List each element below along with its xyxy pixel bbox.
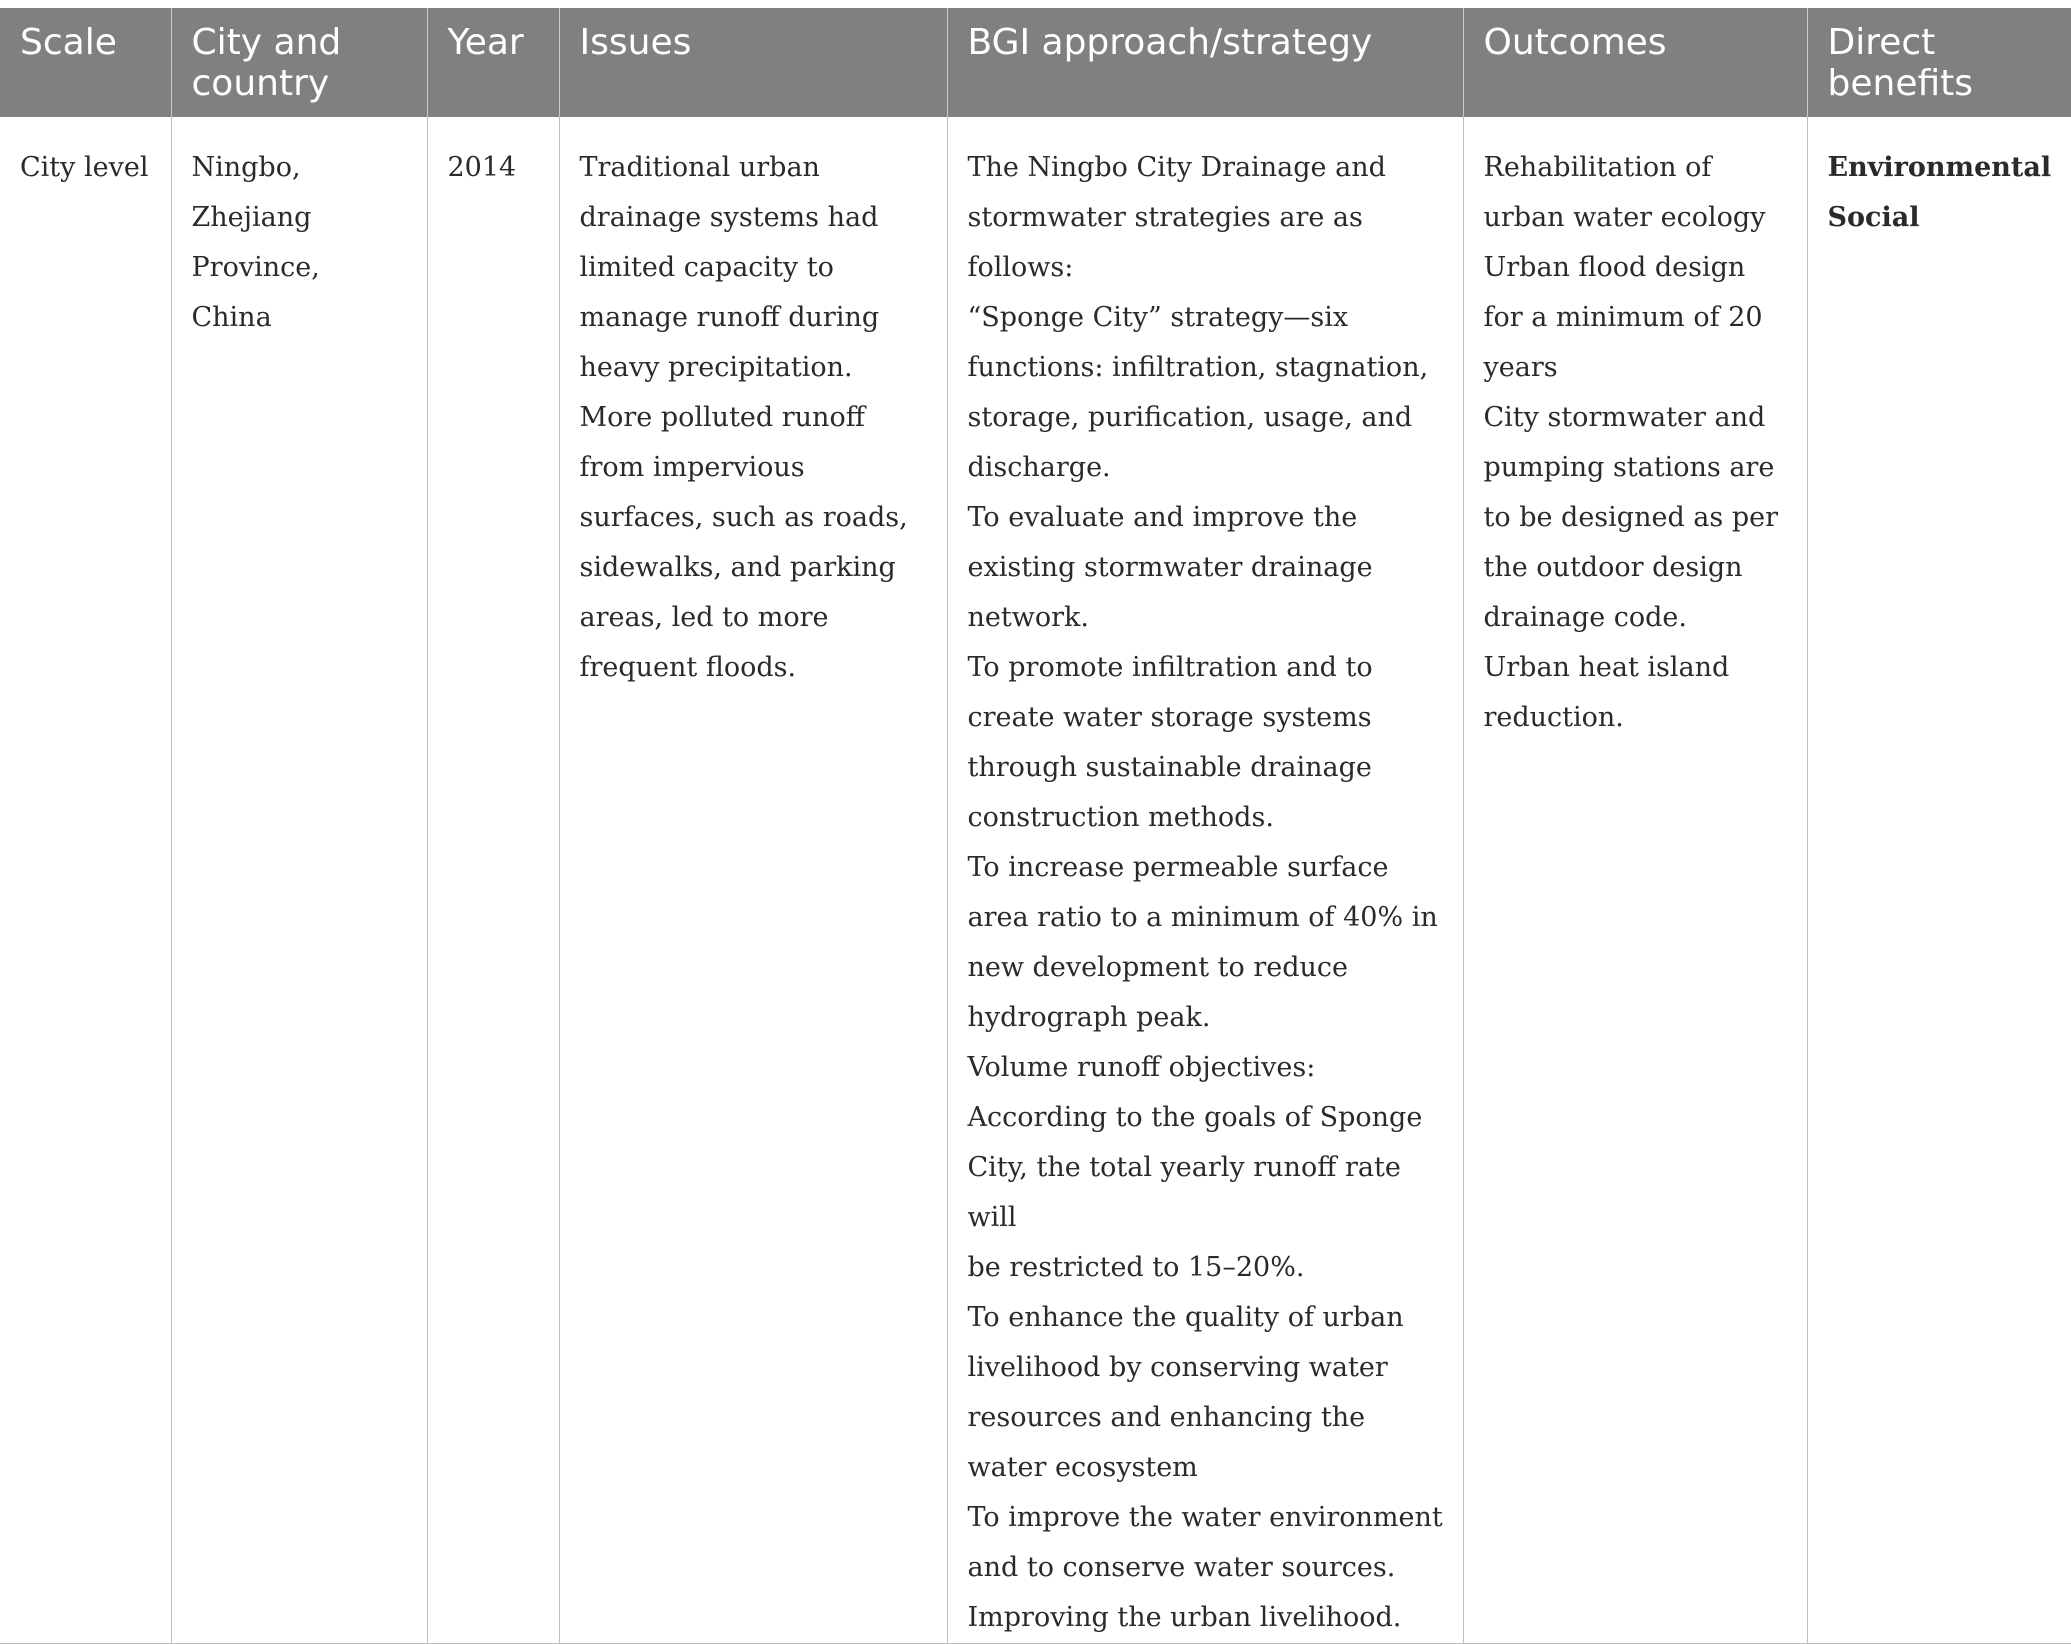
strategy-line: be restricted to 15–20%. [967,1252,1305,1283]
strategy-line: Volume runoff objectives: [967,1052,1316,1083]
cell-direct-benefits [1807,117,2071,1644]
strategy-line: According to the goals of Sponge City, the total yearly runoff rate will [967,1102,1423,1233]
strategy-line: To increase permeable surface area ratio to a minimum of 40% in new development to reduce hydrograph peak. [967,852,1438,1033]
table-body [0,117,2071,1644]
cell-bgi-approach [947,117,1463,1644]
cell-year [427,117,559,1644]
table-row [0,117,2071,1644]
strategy-line: To enhance the quality of urban livelihood by conserving water resources and enhancing the water ecosystem [967,1302,1404,1483]
year-text: 2014 [447,152,517,183]
header-city-and-country: City and country [171,8,427,117]
cell-city-and-country [171,117,427,1644]
strategy-line: “Sponge City” strategy—six functions: infiltration, stagnation, storage, purification, usage, and discharge. [967,302,1429,483]
header-row [0,8,2071,117]
cell-outcomes [1463,117,1807,1644]
cell-scale [0,117,171,1644]
strategy-line: To improve the water environment and to conserve water sources. [967,1502,1443,1583]
cell-issues [559,117,947,1644]
strategy-line: The Ningbo City Drainage and stormwater strategies are as follows: [967,152,1386,283]
strategy-line: To promote infiltration and to create water storage systems through sustainable drainage construction methods. [967,652,1373,833]
strategy-line: To evaluate and improve the existing stormwater drainage network. [967,502,1373,633]
outcome-line: City stormwater and pumping stations are to be designed as per the outdoor design drainage code. [1483,402,1779,633]
header-bgi-approach: BGI approach/strategy [947,8,1463,117]
outcome-line: Urban flood design for a minimum of 20 years [1483,252,1763,383]
header-year: Year [427,8,559,117]
strategy-line: Improving the urban livelihood. [967,1602,1402,1633]
benefit-social: Social [1827,202,1920,233]
header-issues: Issues [559,8,947,117]
benefit-environmental: Environmental [1827,152,2052,183]
header-outcomes: Outcomes [1463,8,1807,117]
scale-text: City level [20,152,149,183]
table-header [0,8,2071,117]
outcome-line: Rehabilitation of urban water ecology [1483,152,1766,233]
header-direct-benefits: Direct benefits [1807,8,2071,117]
city-country-text: Ningbo, Zhejiang Province, China [191,152,320,333]
outcome-line: Urban heat island reduction. [1483,652,1730,733]
header-scale: Scale [0,8,171,117]
issues-text: Traditional urban drainage systems had limited capacity to manage runoff during heavy precipitation. More polluted runoff from impervious surfaces, such as roads, sidewalks, and parking areas, led to more frequent floods. [579,152,908,683]
